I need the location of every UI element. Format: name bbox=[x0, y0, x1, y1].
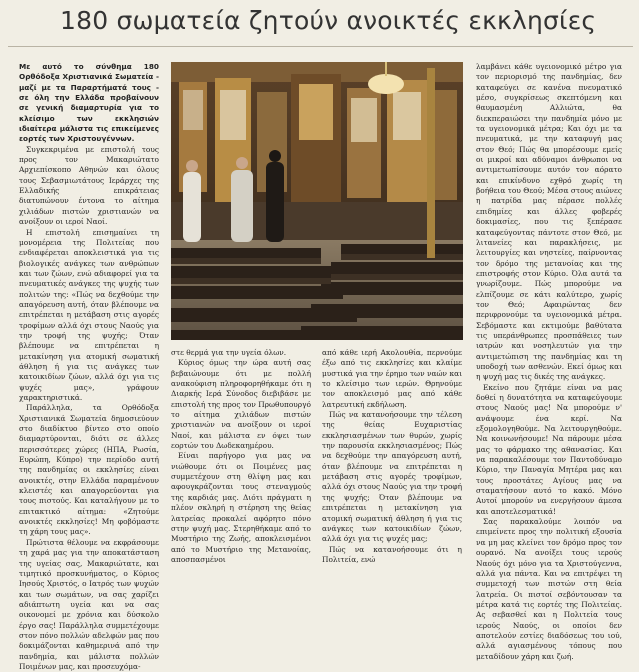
article-paragraph: Πρώτιστα θέλουμε να εκφράσουμε τη χαρά μας για την αποκατάσταση της υγείας σας, Μακαριώτατε, και τιμητικό προσκυνήματος, ο Κύριος Ιησούς Χριστός, ο Ιατρός των ψυχών και των σωμάτων, να σας χαρίζει αδιάπτωτη υγεία και να σας οικονομεί με χρόνια και δύσκολο έργο σας! Παράλληλα συμμετέχουμε στον πόνο πολλών αδελφών μας που δοκιμάζονται καθημερινά από την πανδημία, και μάλιστα πολλών Ποιμένων μας, και προσευχόμα- bbox=[19, 537, 159, 671]
article-paragraph: Κύριος όμως την ώρα αυτή σας βεβαιώνουμε ότι με πολλή ανακούφιση πληροφορηθήκαμε ότι η Διαρκής Ιερά Σύνοδος διεβιβάσε με επιστολή της προς τον Πρωθυπουργό το αίτημα χιλιάδων πιστών χριστιανών να ανοίξουν οι ιεροί Ναοί, και μάλιστα εν όψει των εορτών του Δωδεκαημέρου. bbox=[171, 358, 311, 451]
article-paragraph: Εκείνο που ζητάμε είναι να μας δοθεί η δυνατότητα να καταφεύγουμε στους Ναούς μας! Να μπορούμε ν' ανάψουμε ένα κερί. Να εξομολογηθούμε. Να λειτουργηθούμε. Να κοινωνήσουμε! Να πάρουμε μέσα μας το φάρμακο της αθανασίας. Και να παρακαλέσουμε τον Παντοδύναμο Κύριο, την Παναγία Μητέρα μας και τους προστάτες Αγίους μας να σταματήσουν αυτό το κακό. Μόνο Αυτοί μπορούν να ενεργήσουν άμεσα και αποτελεσματικά! bbox=[476, 382, 622, 516]
article-headline: 180 σωματεία ζητούν ανοικτές εκκλησίες bbox=[60, 6, 597, 35]
article-paragraph: Παράλληλα, τα Ορθόδοξα Χριστιανικά Σωματεία δημοσιεύουν στο διαδίκτυο βίντεο στο οποίο διαμαρτύρονται, διότι σε άλλες περισσότερες χώρες (ΗΠΑ, Ρωσία, Ευρώπη, Κύπρο) την περίοδο αυτή της πανδημίας οι εκκλησίες είναι ανοικτές, στην Ελλάδα παραμένουν κλειστές και απαγορεύονται για τους πιστούς. Και καταλήγουν με το επιτακτικό αίτημα: «Ζητούμε ανοικτές εκκλησίες! Μη φοβόμαστε τη χάρη τους μας». bbox=[19, 403, 159, 537]
article-column-2 bbox=[171, 348, 311, 564]
article-paragraph: Σας παρακαλούμε λοιπόν να επιμείνετε προς την πολιτική εξουσία να μη μας κλείνει τον δρόμο προς τον ουρανό. Να ανοίξει τους ιερούς Ναούς όχι μόνο για τα Χριστούγεννα, αλλά για πάντα. Και να επιτρέψει τη συμμετοχή των πιστών στη θεία λατρεία. Οι πιστοί σεβόντουσαν τα μέτρα κατά τις εορτές της Πολιτείας. Ας σεβασθεί και η Πολιτεία τους ιερούς Ναούς, οι οποίοι δεν αποτελούν εστίες διαδόσεως του ιού, αλλά αγιασμένους τόπους που μεταδίδουν χάρη και ζωή. bbox=[476, 517, 622, 661]
article-paragraph: λαμβάνει κάθε υγειονομικό μέτρο για τον περιορισμό της πανδημίας, δεν καταφεύγει σε κανένα πνευματικό μέσο, συγκρίσεως σκεπτόμενη και θαυμασμένη Αλλιώτα, θα διεκπεραιώσει την πανδημία μόνο με τα υγειονομικά μέτρα; Και όχι με τα πνευματικά, με την καταφυγή μας στον Θεό; Πώς θα μπορέσουμε εμείς οι μικροί και αδύναμοι άνθρωποι να αντιμετωπίσουμε αυτόν τον αόρατο και επικίνδυνο εχθρό χωρίς τη βοήθεια του Θεού; Μέσα στους αιώνες η πατρίδα μας πέρασε πολλές επιδημίες και άλλες φοβερές δοκιμασίες, που τις ξεπέρασε καταφεύγοντας πάντοτε στον Θεό, με λιτανείες και παρακλήσεις, με λειτουργίες και νηστείες, παίρνοντας τον δρόμο της μετανοίας και της επιστροφής στον Κύριο. Όλα αυτά τα γνωρίζουμε. Πώς μπορούμε να ελπίζουμε σε κάτι καλύτερο, χωρίς τον Θεό; Αφαιρώντας δεν περιφρονούμε τα υγειονομικά μέτρα. Σεβόμαστε και εκτιμούμε βαθύτατα τις υπεράνθρωπες προσπάθειες των ιατρών και νοσηλευτών για την αντιμετώπιση της πανδημίας και τη υποδοχή των ασθενών. Εκεί όμως και η ψυχή μας τις δικές της ανάγκες. bbox=[476, 62, 622, 382]
article-paragraph: στε θερμά για την υγεία όλων. bbox=[171, 348, 287, 357]
article-column-4 bbox=[476, 62, 622, 661]
article-paragraph: Η επιστολή επισημαίνει τη μονομέρεια της Πολιτείας που ενδιαφέρεται αποκλειστικά για τις βιολογικές ανάγκες των ανθρώπων και των ζώων, ενώ αδιαφορεί για τα πνευματικές ανάγκες της ψυχής των πολιτών της: «Πώς να δεχθούμε την απαγόρευση αυτή, όταν βλέπουμε να επιτρέπεται η μετάβαση στις αγορές τροφίμων αλλά όχι στους Ναούς για την τροφή της ψυχής; Όταν βλέπουμε να επιτρέπεται η μετακίνηση για ατομική σωματική άθληση ή για τις ανάγκες των κατοικιδίων ζώων, αλλά όχι για τις ψυχές μας», γράφουν χαρακτηριστικά. bbox=[19, 227, 159, 402]
article-paragraph: Συγκεκριμένα με επιστολή τους προς τον Μακαριώτατο Αρχιεπίσκοπο Αθηνών και όλους τους Σεβασμιωτάτους Ιεράρχες της Ελλαδικής επικράτειας διατυπώνουν έντονα το αίτημα χιλιάδων πιστών χριστιανών να ανοίξουν οι ιεροί Ναοί. bbox=[19, 144, 159, 227]
article-paragraph: Πώς να κατανοήσουμε την τέλεση της θείας Ευχαριστίας εκκλησιασμένων των θυρών, χωρίς την παρουσία εκκλησιασμένος; Πώς να δεχθούμε την απαγόρευση αυτή, όταν βλέπουμε να επιτρέπεται η μετάβαση στις αγορές τροφίμων, αλλά όχι στους Ναούς για την τροφή της ψυχής; Όταν βλέπουμε να επιτρέπεται η μετακίνηση για ατομική σωματική άθληση ή για τις ανάγκες των κατοικιδίων ζώων, αλλά όχι για τις ψυχές μας; bbox=[322, 410, 462, 544]
church-interior-photo bbox=[171, 62, 463, 340]
article-paragraph: Πώς να κατανοήσουμε ότι η Πολιτεία, ενώ bbox=[322, 544, 462, 564]
article-paragraph: από κάθε ιερή Ακολουθία, περνούμε έξω από τις εκκλησίες και κλαίμε μυστικά για την έρημο των ναών και το κλείσιμο των ιερών. Θρηνούμε τον αποκλεισμό μας από κάθε λατρευτική εκδήλωση. bbox=[322, 348, 462, 409]
article-lead: Με αυτό το σύνθημα 180 Ορθόδοξα Χριστιανικά Σωματεία - μαζί με τα Παραρτήματά τους - σε όλη την Ελλάδα προβαίνουν σε γενική διαμαρτυρία για το κλείσιμο των εκκλησιών ιδιαίτερα μάλιστα τις επικείμενες εορτές των Χριστουγέννων. bbox=[19, 62, 159, 144]
article-paragraph: Είναι παρήγορο για μας να νιώθουμε ότι οι Ποιμένες μας συμμετέχουν στη θλίψη μας και αφουγκράζονται τους στεναγμούς της καρδιάς μας. Διότι πράγματι η πλέον σκληρή η στέρηση της θείας λατρείας προκαλεί αφόρητο πόνο στην ψυχή μας. Στερηθήκαμε από το Μυστήριο της Ζωής, αποκλεισμένοι από το Μυστήριο της Μετανοίας, αποσπασμένοι bbox=[171, 451, 311, 564]
headline-rule bbox=[8, 46, 633, 47]
article-column-1 bbox=[19, 62, 159, 671]
article-column-3 bbox=[322, 348, 462, 564]
